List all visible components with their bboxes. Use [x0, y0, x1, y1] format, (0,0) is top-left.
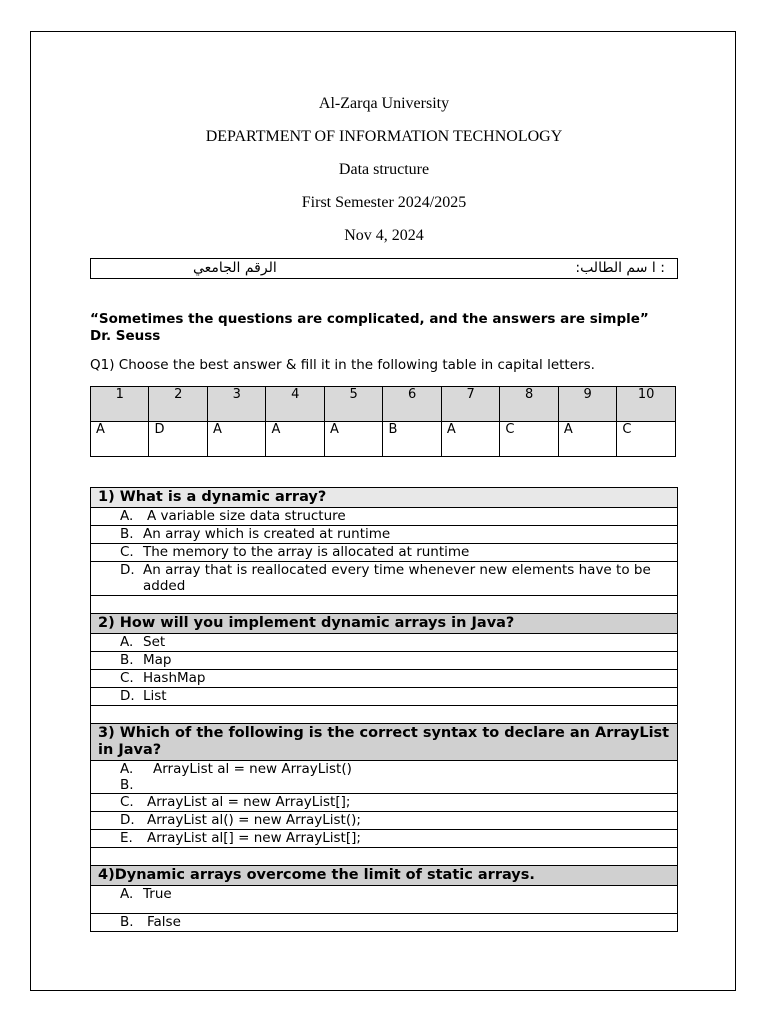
department-name: DEPARTMENT OF INFORMATION TECHNOLOGY	[205, 128, 563, 145]
option-letter: B.	[120, 652, 134, 668]
spacer-row	[90, 848, 678, 866]
answer-number: 2	[149, 387, 208, 422]
option-text: List	[143, 688, 167, 704]
q1-instruction: Q1) Choose the best answer & fill it in the following table in capital letters.	[90, 357, 595, 373]
option-row[interactable]	[90, 508, 678, 526]
answer-cell[interactable]: A	[91, 422, 149, 457]
option-text: HashMap	[143, 670, 206, 686]
semester: First Semester 2024/2025	[301, 194, 467, 211]
answer-cell[interactable]: C	[617, 422, 676, 457]
option-text: An array which is created at runtime	[143, 526, 391, 542]
university-name: Al-Zarqa University	[318, 95, 450, 112]
quote-text: “Sometimes the questions are complicated, and the answers are simple”	[90, 311, 649, 327]
answer-number: 3	[207, 387, 265, 422]
spacer-row	[90, 596, 678, 614]
answer-number: 7	[441, 387, 499, 422]
answer-table-numbers-row	[91, 387, 676, 422]
answer-number: 6	[383, 387, 441, 422]
option-text: ArrayList al = new ArrayList[];	[147, 794, 351, 810]
option-letter: A.	[120, 508, 134, 524]
option-letter: B.	[120, 526, 134, 542]
option-letter: B.	[120, 914, 134, 930]
answer-number: 5	[324, 387, 382, 422]
option-row[interactable]	[90, 812, 678, 830]
option-row[interactable]	[90, 886, 678, 914]
option-row[interactable]	[90, 526, 678, 544]
answer-cell[interactable]: C	[500, 422, 558, 457]
option-row[interactable]	[90, 688, 678, 706]
option-row[interactable]	[90, 562, 678, 596]
option-row[interactable]	[90, 670, 678, 688]
question-title: 2) How will you implement dynamic arrays in Java?	[90, 614, 678, 634]
option-text: True	[143, 886, 172, 902]
answer-cell[interactable]: B	[383, 422, 441, 457]
answer-number: 4	[266, 387, 324, 422]
quote-author: Dr. Seuss	[90, 328, 161, 344]
answer-number: 10	[617, 387, 676, 422]
answer-table	[90, 386, 676, 457]
question-title: 3) Which of the following is the correct syntax to declare an ArrayList in Java?	[90, 724, 678, 761]
answer-cell[interactable]: A	[441, 422, 499, 457]
questions-table	[90, 487, 678, 932]
course-name: Data structure	[338, 161, 430, 178]
option-text: Map	[143, 652, 172, 668]
option-row[interactable]	[90, 830, 678, 848]
option-letter: A.	[120, 634, 134, 650]
option-letter: A.	[120, 886, 134, 902]
option-letter: C.	[120, 794, 134, 810]
quote	[90, 311, 690, 345]
student-id-label: الرقم الجامعي	[193, 260, 277, 276]
answer-cell[interactable]: A	[324, 422, 382, 457]
option-text: ArrayList al[] = new ArrayList[];	[147, 830, 361, 846]
spacer-row	[90, 706, 678, 724]
answer-number: 8	[500, 387, 558, 422]
option-text: False	[147, 914, 181, 930]
option-letter: E.	[120, 830, 133, 846]
option-row[interactable]	[90, 652, 678, 670]
answer-cell[interactable]: A	[207, 422, 265, 457]
exam-date: Nov 4, 2024	[344, 227, 424, 244]
option-row[interactable]	[90, 544, 678, 562]
option-text: ArrayList al = new ArrayList()	[153, 761, 352, 777]
option-letter: A.	[120, 761, 134, 777]
option-text: The memory to the array is allocated at runtime	[143, 544, 470, 560]
option-letter: D.	[120, 812, 135, 828]
answer-cell[interactable]: A	[266, 422, 324, 457]
option-row[interactable]	[90, 914, 678, 932]
question-title: 4)Dynamic arrays overcome the limit of static arrays.	[90, 866, 678, 886]
option-text: A variable size data structure	[147, 508, 346, 524]
answer-table-answers-row	[91, 422, 676, 457]
student-name-label: :ا سم الطالب :	[575, 260, 665, 276]
option-text: Set	[143, 634, 166, 650]
option-letter: C.	[120, 670, 134, 686]
option-letter: D.	[120, 688, 135, 704]
option-row[interactable]	[90, 634, 678, 652]
option-text: An array that is reallocated every time whenever new elements have to be added	[143, 562, 651, 594]
question-title: 1) What is a dynamic array?	[90, 488, 678, 508]
option-letter: D.	[120, 562, 135, 578]
option-letter: B.	[120, 777, 134, 793]
answer-cell[interactable]: D	[149, 422, 208, 457]
answer-number: 9	[558, 387, 616, 422]
option-text: ArrayList al() = new ArrayList();	[147, 812, 361, 828]
student-info-box	[90, 258, 678, 279]
answer-number: 1	[91, 387, 149, 422]
option-row[interactable]	[90, 794, 678, 812]
option-row[interactable]	[90, 761, 678, 794]
option-letter: C.	[120, 544, 134, 560]
answer-cell[interactable]: A	[558, 422, 616, 457]
